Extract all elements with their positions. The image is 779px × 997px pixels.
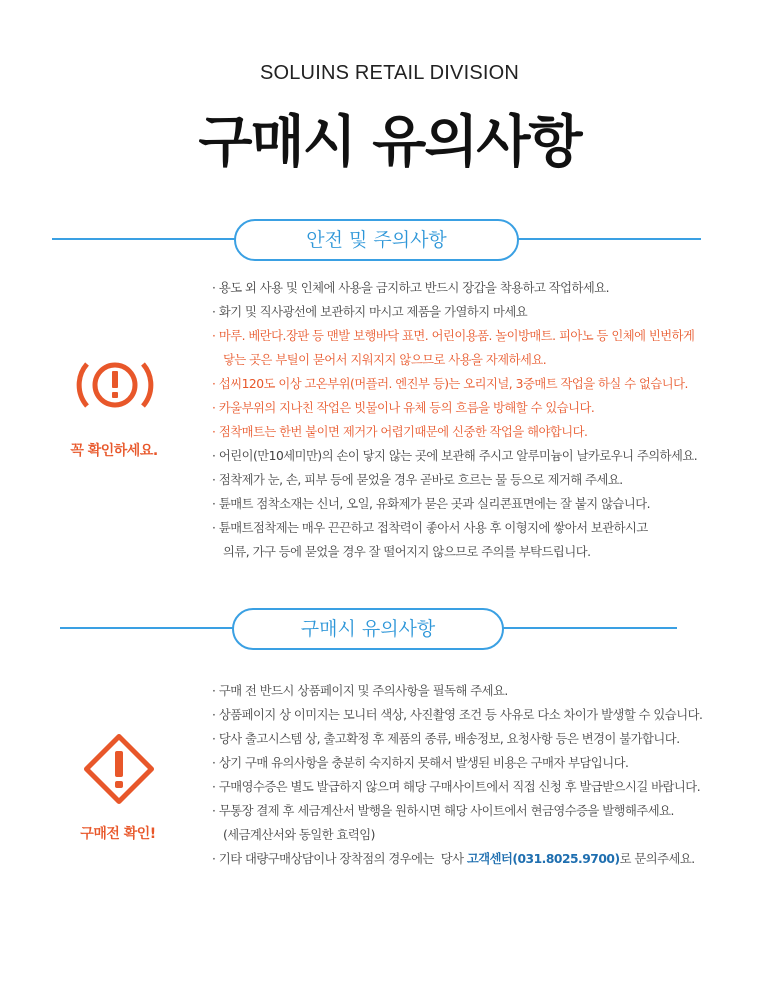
section-heading-safety bbox=[234, 219, 519, 261]
list-item-text: · 튠매트점착제는 매우 끈끈하고 접착력이 좋아서 사용 후 이형지에 쌓아서 보관하시고 bbox=[212, 521, 648, 535]
section-heading-purchase-label: 구매시 유의사항 bbox=[300, 618, 436, 640]
list-item-text: · 점착제가 눈, 손, 피부 등에 묻었을 경우 곧바로 흐르는 물 등으로 제거해 주세요. bbox=[212, 473, 623, 487]
list-item-text: (세금계산서와 동일한 효력임) bbox=[223, 828, 375, 842]
list-item-text: · 무통장 결제 후 세금계산서 발행을 원하시면 해당 사이트에서 현금영수증을 발행해주세요. bbox=[212, 804, 674, 818]
list-item bbox=[212, 372, 697, 396]
list-item bbox=[212, 703, 702, 727]
list-item-text: · 마루. 베란다.장판 등 맨발 보행바닥 표면. 어린이용품. 놀이방매트. 피아노 등 인체에 빈번하게 bbox=[212, 329, 694, 343]
list-item bbox=[212, 775, 702, 799]
exclamation-circle-icon bbox=[75, 350, 155, 420]
list-item bbox=[212, 300, 697, 324]
list-item bbox=[212, 348, 697, 372]
list-item-text: · 섭씨120도 이상 고온부위(머플러. 엔진부 등)는 오리지널, 3중매트 작업을 하실 수 없습니다. bbox=[212, 377, 688, 391]
list-item bbox=[212, 516, 697, 540]
list-item bbox=[212, 444, 697, 468]
list-item bbox=[212, 324, 697, 348]
list-item-text: 의류, 가구 등에 묻었을 경우 잘 떨어지지 않으므로 주의를 부탁드립니다. bbox=[223, 545, 591, 559]
list-item bbox=[212, 847, 702, 871]
list-item-text: · 상기 구매 유의사항을 충분히 숙지하지 못해서 발생된 비용은 구매자 부담입니다. bbox=[212, 756, 628, 770]
list-item-text: · 당사 출고시스템 상, 출고확정 후 제품의 종류, 배송정보, 요청사항 등은 변경이 불가합니다. bbox=[212, 732, 680, 746]
list-item-text: · 점착매트는 한번 붙이면 제거가 어렵기때문에 신중한 작업을 해야합니다. bbox=[212, 425, 587, 439]
list-item bbox=[212, 540, 697, 564]
list-item-text: · 튠매트 점착소재는 신너, 오일, 유화제가 묻은 곳과 실리콘표면에는 잘 붙지 않습니다. bbox=[212, 497, 650, 511]
section-heading-purchase bbox=[232, 608, 504, 650]
list-item bbox=[212, 396, 697, 420]
list-item-text: · 카울부위의 지나친 작업은 빗물이나 유체 등의 흐름을 방해할 수 있습니다. bbox=[212, 401, 594, 415]
list-item bbox=[212, 420, 697, 444]
list-item-text: · 용도 외 사용 및 인체에 사용을 금지하고 반드시 장갑을 착용하고 작업하세요. bbox=[212, 281, 609, 295]
list-item-text: 닿는 곳은 부틸이 묻어서 지워지지 않으므로 사용을 자제하세요. bbox=[223, 353, 547, 367]
page-title: 구매시 유의사항 bbox=[198, 110, 581, 175]
list-item-text: · 구매 전 반드시 상품페이지 및 주의사항을 필독해 주세요. bbox=[212, 684, 508, 698]
safety-icon-label: 꼭 확인하세요. bbox=[70, 443, 158, 459]
list-item-text-suffix: 로 문의주세요. bbox=[619, 852, 695, 866]
customer-center-contact: 고객센터(031.8025.9700) bbox=[466, 852, 620, 866]
brand-subtitle: SOLUINS RETAIL DIVISION bbox=[259, 62, 520, 84]
list-item-text: · 기타 대량구매상담이나 장착점의 경우에는 당사 bbox=[212, 852, 467, 866]
section-divider-left bbox=[52, 238, 242, 240]
list-item bbox=[212, 468, 697, 492]
section-divider-right bbox=[515, 238, 701, 240]
section-divider-right-2 bbox=[500, 627, 677, 629]
list-item bbox=[212, 751, 702, 775]
list-item bbox=[212, 799, 702, 823]
purchase-icon-label: 구매전 확인! bbox=[80, 826, 156, 842]
list-item bbox=[212, 276, 697, 300]
section-heading-safety-label: 안전 및 주의사항 bbox=[306, 229, 447, 251]
list-item-text: · 어린이(만10세미만)의 손이 닿지 않는 곳에 보관해 주시고 알루미늄이 날카로우니 주의하세요. bbox=[212, 449, 697, 463]
safety-list bbox=[212, 276, 697, 564]
list-item bbox=[212, 492, 697, 516]
purchase-list bbox=[212, 679, 702, 871]
list-item bbox=[212, 823, 702, 847]
exclamation-diamond-icon bbox=[80, 730, 158, 808]
list-item-text: · 상품페이지 상 이미지는 모니터 색상, 사진촬영 조건 등 사유로 다소 차이가 발생할 수 있습니다. bbox=[212, 708, 702, 722]
list-item bbox=[212, 727, 702, 751]
list-item-text: · 구매영수증은 별도 발급하지 않으며 해당 구매사이트에서 직접 신청 후 발급받으시길 바랍니다. bbox=[212, 780, 700, 794]
list-item-text: · 화기 및 직사광선에 보관하지 마시고 제품을 가열하지 마세요 bbox=[212, 305, 527, 319]
list-item bbox=[212, 679, 702, 703]
section-divider-left-2 bbox=[60, 627, 240, 629]
